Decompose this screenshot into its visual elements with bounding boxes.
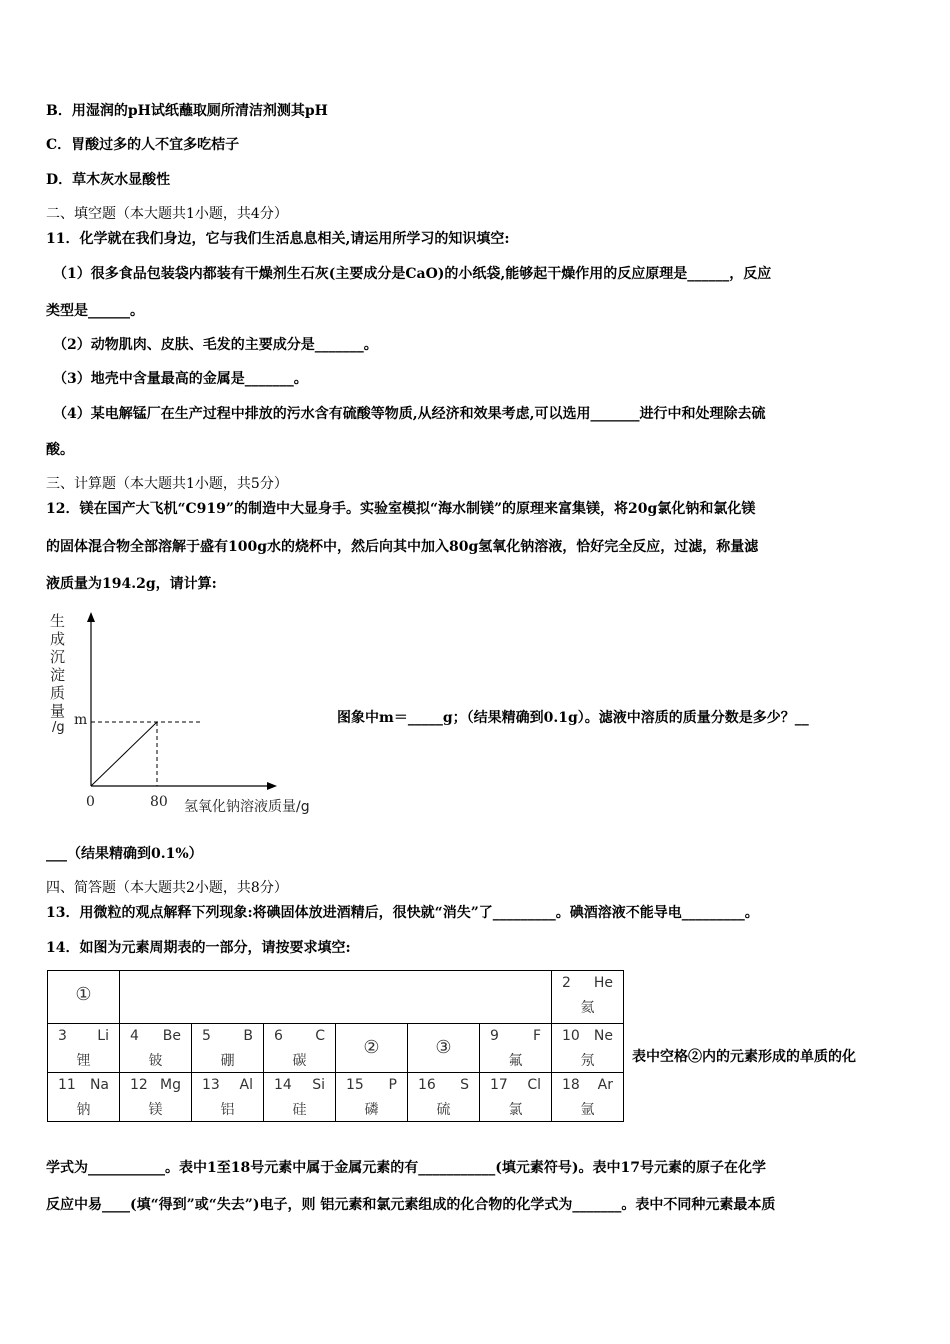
element-symbol: C [315,1028,325,1044]
element-symbol: Cl [527,1077,541,1093]
element-number: 6 [274,1028,283,1044]
x-axis-label: 氢氧化钠溶液质量/g [184,799,310,815]
element-number: 9 [490,1028,499,1044]
element-symbol: Ne [593,1028,613,1044]
option-b: B．用湿润的pH试纸蘸取厕所清洁剂测其pH [46,103,328,119]
question-11: 11．化学就在我们身边，它与我们生活息息相关,请运用所学习的知识填空: [46,231,510,247]
table-cell [192,1073,264,1122]
y-axis-label-char: 淀 [50,666,66,684]
element-symbol: Si [312,1077,325,1093]
table-cell [552,971,624,1024]
element-number: 16 [418,1077,436,1093]
question-12-line2: 的固体混合物全部溶解于盛有100g水的烧杯中，然后向其中加入80g氢氧化钠溶液，恰好完全反应，过滤，称量滤 [46,539,759,555]
table-cell [552,1024,624,1073]
element-name: 铝 [220,1102,235,1118]
blank-cell-2: ② [363,1037,380,1058]
element-name: 氟 [508,1053,523,1069]
element-name: 氩 [580,1102,595,1118]
table-cell [120,1073,192,1122]
element-symbol: Mg [160,1077,181,1093]
option-d: D．草木灰水显酸性 [46,172,171,188]
element-symbol: Ar [597,1077,613,1093]
y-axis-unit: /g [52,720,65,735]
graph-lines [44,608,344,823]
table-cell [480,1073,552,1122]
table-gap [120,971,552,1024]
element-symbol: Li [97,1028,109,1044]
element-number: 3 [58,1028,67,1044]
element-name: 硫 [436,1102,451,1118]
table-cell [552,1073,624,1122]
q11-part4-line2: 酸。 [46,442,74,458]
element-number: 18 [562,1077,580,1093]
question-14: 14．如图为元素周期表的一部分，请按要求填空: [46,940,351,956]
table-row [48,1073,624,1122]
table-cell [48,971,120,1024]
question-12-line3: 液质量为194.2g，请计算: [46,576,217,592]
q12-answer-line: ___（结果精确到0.1%） [46,846,203,862]
table-cell [336,1073,408,1122]
element-name: 锂 [76,1053,91,1069]
table-cell [48,1073,120,1122]
element-number: 11 [58,1077,76,1093]
element-symbol: Na [89,1077,109,1093]
table-cell [48,1024,120,1073]
element-symbol: Be [162,1028,181,1044]
blank-cell-3: ③ [435,1037,452,1058]
element-number: 2 [562,975,571,991]
table-cell [336,1024,408,1073]
q11-part1-line2: 类型是______。 [46,303,144,319]
q12-graph-question: 图象中m＝_____g；（结果精确到0.1g）。滤液中溶质的质量分数是多少？__ [337,710,809,726]
q14-table-question: 表中空格②内的元素形成的单质的化 [632,1049,856,1065]
table-cell [408,1073,480,1122]
blank-cell-1: ① [75,984,92,1005]
element-number: 10 [562,1028,580,1044]
table-cell [192,1024,264,1073]
element-number: 14 [274,1077,292,1093]
y-axis-label-char: 成 [50,630,66,648]
y-axis-label-char: 量 [50,702,66,720]
element-name: 硅 [292,1102,307,1118]
table-row [48,1024,624,1073]
section-3-heading: 三、计算题（本大题共1小题，共5分） [46,476,288,492]
q11-part3: （3）地壳中含量最高的金属是_______。 [53,371,308,387]
q11-part1-line1: （1）很多食品包装袋内都装有干燥剂生石灰(主要成分是CaO)的小纸袋,能够起干燥作用的反应原理是______，反应 [53,266,772,282]
x-tick-80: 80 [150,794,168,810]
table-row [48,971,624,1024]
element-number: 5 [202,1028,211,1044]
table-cell [480,1024,552,1073]
question-13: 13．用微粒的观点解释下列现象:将碘固体放进酒精后，很快就“消失”了_________。碘酒溶液不能导电_________。 [46,905,759,921]
element-number: 15 [346,1077,364,1093]
element-symbol: F [532,1028,541,1044]
section-4-heading: 四、简答题（本大题共2小题，共8分） [46,880,288,896]
option-c: C．胃酸过多的人不宜多吃桔子 [46,137,240,153]
element-symbol: He [593,975,613,991]
table-cell [264,1073,336,1122]
element-name: 铍 [148,1053,163,1069]
periodic-table [47,970,624,1122]
element-number: 17 [490,1077,508,1093]
q14-line-b: 反应中易____(填“得到”或“失去”)电子，则 铝元素和氯元素组成的化合物的化学式为_______。表中不同种元素最本质 [46,1197,776,1213]
element-name: 氯 [508,1102,523,1118]
table-cell [264,1024,336,1073]
element-symbol: S [460,1077,469,1093]
table-cell [120,1024,192,1073]
element-number: 12 [130,1077,148,1093]
element-name: 镁 [148,1102,163,1118]
precipitate-graph [44,608,344,823]
y-axis-label-char: 质 [50,684,66,702]
element-number: 4 [130,1028,139,1044]
section-2-heading: 二、填空题（本大题共1小题，共4分） [46,206,288,222]
question-12-line1: 12．镁在国产大飞机“C919”的制造中大显身手。实验室模拟“海水制镁”的原理来富集镁，将20g氯化钠和氯化镁 [46,501,756,517]
y-axis-label-char: 生 [50,612,66,630]
element-name: 氦 [580,1000,595,1016]
element-symbol: P [388,1077,397,1093]
m-label: m [74,712,88,728]
y-axis-label-char: 沉 [50,648,66,666]
q14-line-a: 学式为___________。表中1至18号元素中属于金属元素的有___________(填元素符号)。表中17号元素的原子在化学 [46,1160,766,1176]
element-number: 13 [202,1077,220,1093]
element-name: 磷 [364,1102,379,1118]
element-name: 钠 [76,1102,91,1118]
element-name: 碳 [292,1053,307,1069]
element-symbol: Al [239,1077,253,1093]
element-name: 氖 [580,1053,595,1069]
origin-label: 0 [86,794,95,810]
q11-part2: （2）动物肌肉、皮肤、毛发的主要成分是_______。 [53,337,378,353]
element-name: 硼 [220,1053,235,1069]
element-symbol: B [243,1028,253,1044]
table-cell [408,1024,480,1073]
q11-part4-line1: （4）某电解锰厂在生产过程中排放的污水含有硫酸等物质,从经济和效果考虑,可以选用_______进行中和处理除去硫 [53,406,766,422]
